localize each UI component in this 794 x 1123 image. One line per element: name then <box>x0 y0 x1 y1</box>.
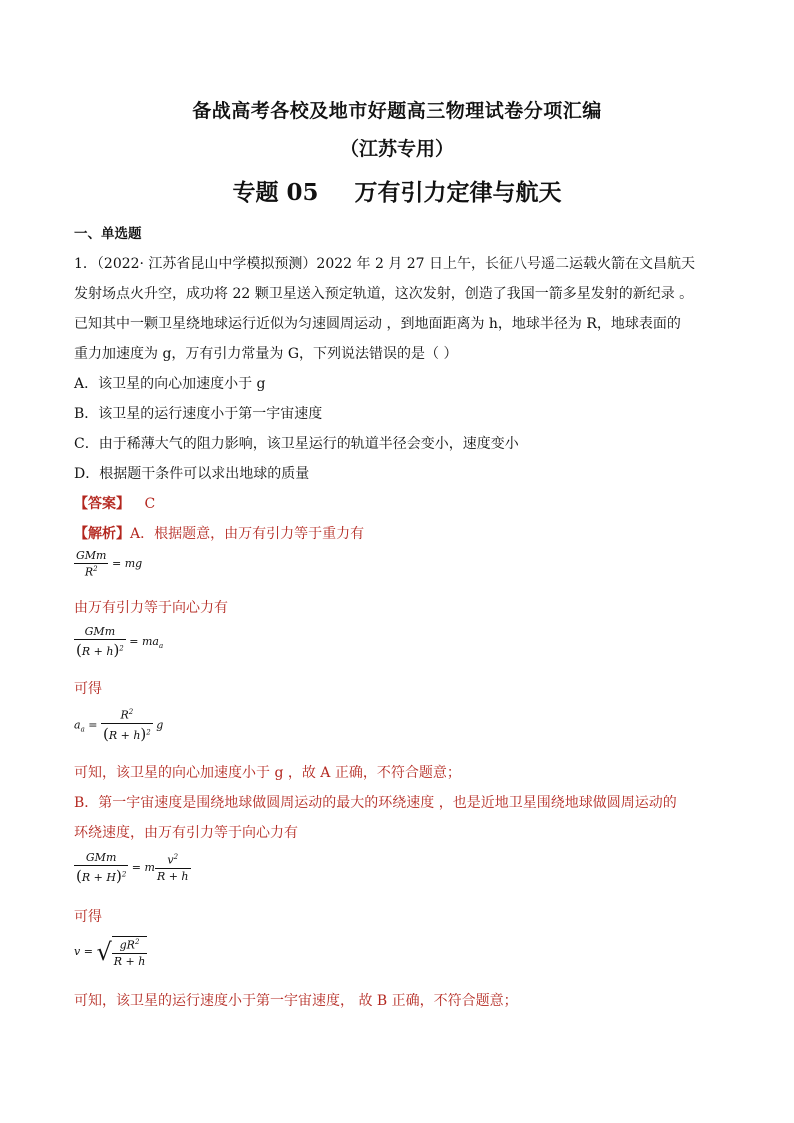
analysis-centripetal-line: 由万有引力等于向心力有 <box>74 600 228 616</box>
formula-5: v = √ $\frac{gR^2}{R + h}$ <box>74 937 146 968</box>
analysis-b-line-2: 环绕速度，由万有引力等于向心力有 <box>74 825 298 841</box>
answer-label: 【答案】 <box>74 496 130 512</box>
option-c: C．由于稀薄大气的阻力影响，该卫星运行的轨道半径会变小，速度变小 <box>74 436 519 452</box>
analysis-keyi-1: 可得 <box>74 681 102 697</box>
answer-row <box>74 493 155 513</box>
analysis-conclusion-a: 可知，该卫星的向心加速度小于 g ，故 A 正确，不符合题意； <box>74 765 461 781</box>
topic-name: 万有引力定律与航天 <box>354 179 562 206</box>
analysis-label: 【解析】 <box>74 526 130 542</box>
analysis-conclusion-b: 可知，该卫星的运行速度小于第一宇宙速度， 故 B 正确，不符合题意； <box>74 993 518 1009</box>
analysis-keyi-2: 可得 <box>74 909 102 925</box>
formula-4: $\frac{\text{GMm}}{(R + H)^2}$ = m $\frac{v^2}{R + h}$ <box>76 851 189 885</box>
answer-value: C <box>144 496 156 512</box>
formula-3: $a_a$ = $\frac{R^2}{(R + h)^2}$ g <box>74 708 164 743</box>
option-d: D．根据题干条件可以求出地球的质量 <box>74 466 310 482</box>
question-line-1: 1．（2022· 江苏省昆山中学模拟预测）2022 年 2 月 27 日上午，长征八号遥二运载火箭在文昌航天 <box>74 256 696 272</box>
analysis-intro: A．根据题意，由万有引力等于重力有 <box>130 526 365 542</box>
question-line-2: 发射场点火升空，成功将 22 颗卫星送入预定轨道，这次发射，创造了我国一箭多星发射的新纪录 。 <box>74 286 694 302</box>
option-b: B．该卫星的运行速度小于第一宇宙速度 <box>74 406 323 422</box>
section-heading: 一、单选题 <box>74 226 142 242</box>
analysis-b-line-1: B．第一宇宙速度是围绕地球做圆周运动的最大的环绕速度 ，也是近地卫星围绕地球做圆周运动的 <box>74 795 677 811</box>
question-line-4: 重力加速度为 g，万有引力常量为 G，下列说法错误的是（ ） <box>74 346 458 362</box>
analysis-intro-row <box>74 523 364 543</box>
formula-1: $\frac{\text{GMm}}{R^2}$ = mg <box>76 549 143 579</box>
topic-heading <box>0 174 794 207</box>
question-line-3: 已知其中一颗卫星绕地球运行近似为匀速圆周运动 ，到地面距离为 h，地球半径为 R，地球表面的 <box>74 316 681 332</box>
document-subtitle: （江苏专用） <box>339 138 454 160</box>
formula-2: $\frac{\text{GMm}}{(R + h)^2}$ = $ma_a$ <box>76 625 164 659</box>
document-title: 备战高考各校及地市好题高三物理试卷分项汇编 <box>192 100 602 122</box>
option-a: A．该卫星的向心加速度小于 g <box>74 376 266 392</box>
topic-number: 专题 05 <box>232 179 319 206</box>
